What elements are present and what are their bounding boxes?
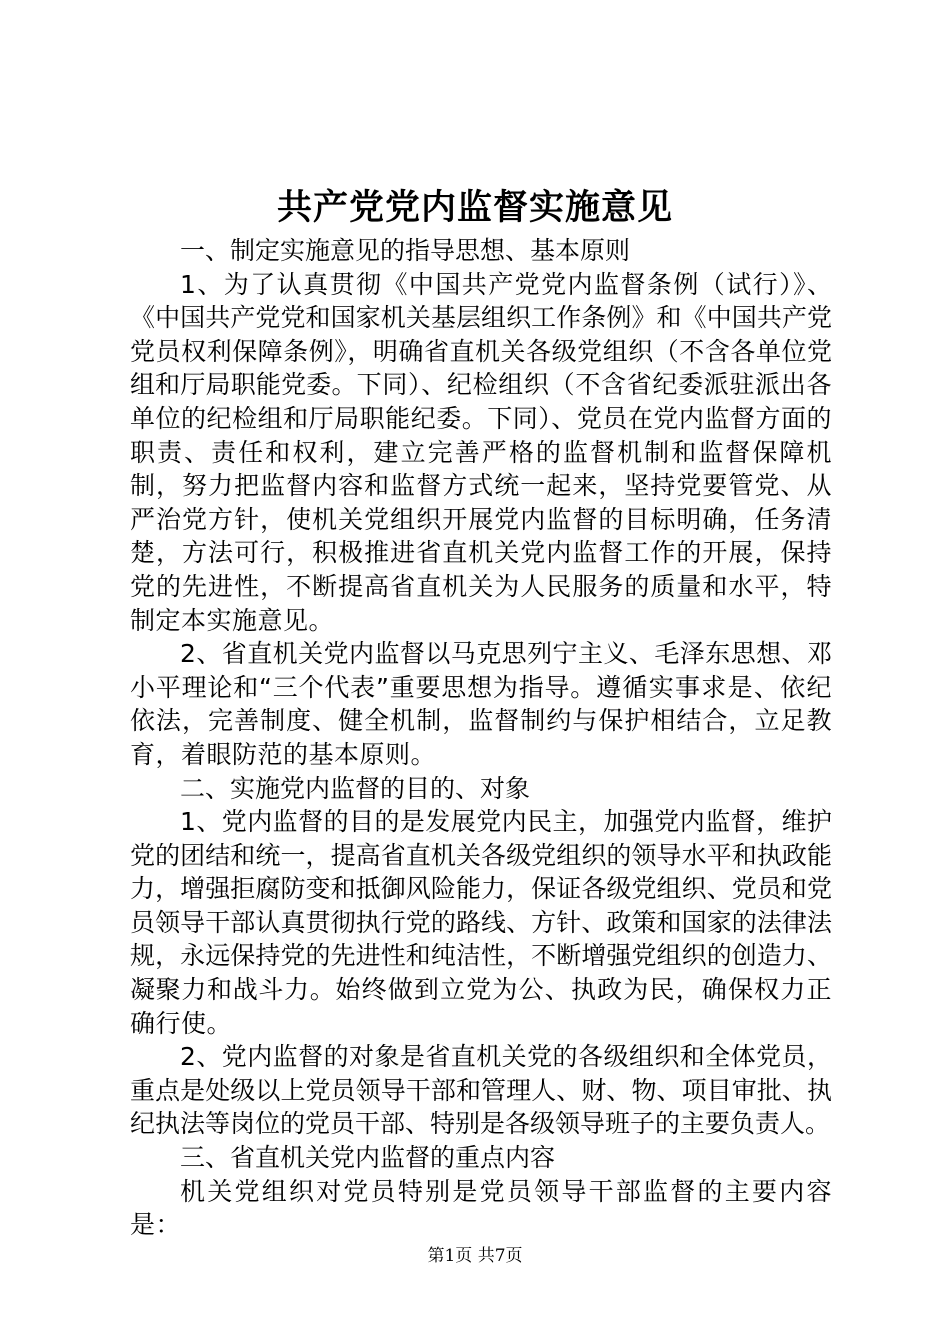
section-3-heading: 三、省直机关党内监督的重点内容 [180,1143,556,1173]
section-2-paragraph-2: 2、党内监督的对象是省直机关党的各级组织和全体党员，重点是处级以上党员领导干部和管理人、财、物、项目审批、执纪执法等岗位的党员干部、特别是各级领导班子的主要负责人。 [130,1042,832,1139]
document-body [130,234,832,1242]
section-1-paragraph-1-part-a: 1、为了认真贯彻《中国共产党党内监督条例（试行）》、《中国共产党党和国家机关基层组织工作条例》和《中国共产党党员权利保障条例》，明确省直机关各级党组织（不含各单位党组和厅局职能党委。 [130,269,832,400]
section-1-heading: 一、制定实施意见的指导思想、基本原则 [180,236,631,265]
section-1-paragraph-2-part-a: 2、省直机关党内监督以马克思列宁主义、毛泽东思想、邓小平理论和“三个代表”重要思想为指导。 [130,639,832,702]
document-title: 共产党党内监督实施意见 [276,187,673,228]
section-2-paragraph-1-part-b: 始终做到立党为公、执政为民，确保权力正确行使。 [130,975,832,1038]
section-1-paragraph-2-part-b: 遵循实事求是、依纪依法，完善制度、健全机制，监督制约与保护相结合，立足教育，着眼防范的基本原则。 [130,672,832,769]
section-2-heading: 二、实施党内监督的目的、对象 [180,773,531,803]
page-footer: 第1页 共7页 [427,1246,523,1266]
section-3-paragraph-1: 机关党组织对党员特别是党员领导干部监督的主要内容是： [130,1176,832,1240]
section-2-paragraph-1 [130,805,832,1040]
section-1-paragraph-2 [130,637,832,771]
section-1-paragraph-1 [130,268,832,638]
section-1-paragraph-1-part-b: 下同）、纪检组织（不含省纪委派驻派出各单位的纪检组和厅局职能纪委。下同）、党员在党内监督方面的职责、责任和权利，建立完善严格的监督机制和监督保障机制，努力把监督内容和监督方式统一起来，坚持党要管党、从严治党方针，使机关党组织开展党内监督的目标明确，任务清楚，方法可行，积极推进省直机关党内监督工作的开展，保持党的先进性，不断提高省直机关为人民服务的质量和水平，特制定本实施意见。 [130,370,832,635]
section-2-paragraph-1-part-a: 1、党内监督的目的是发展党内民主，加强党内监督，维护党的团结和统一，提高省直机关各级党组织的领导水平和执政能力，增强拒腐防变和抵御风险能力，保证各级党组织、党员和党员领导干部认真贯彻执行党的路线、方针、政策和国家的法律法规，永远保持党的先进性和纯洁性，不断增强党组织的创造力、凝聚力和战斗力。 [130,807,832,1005]
